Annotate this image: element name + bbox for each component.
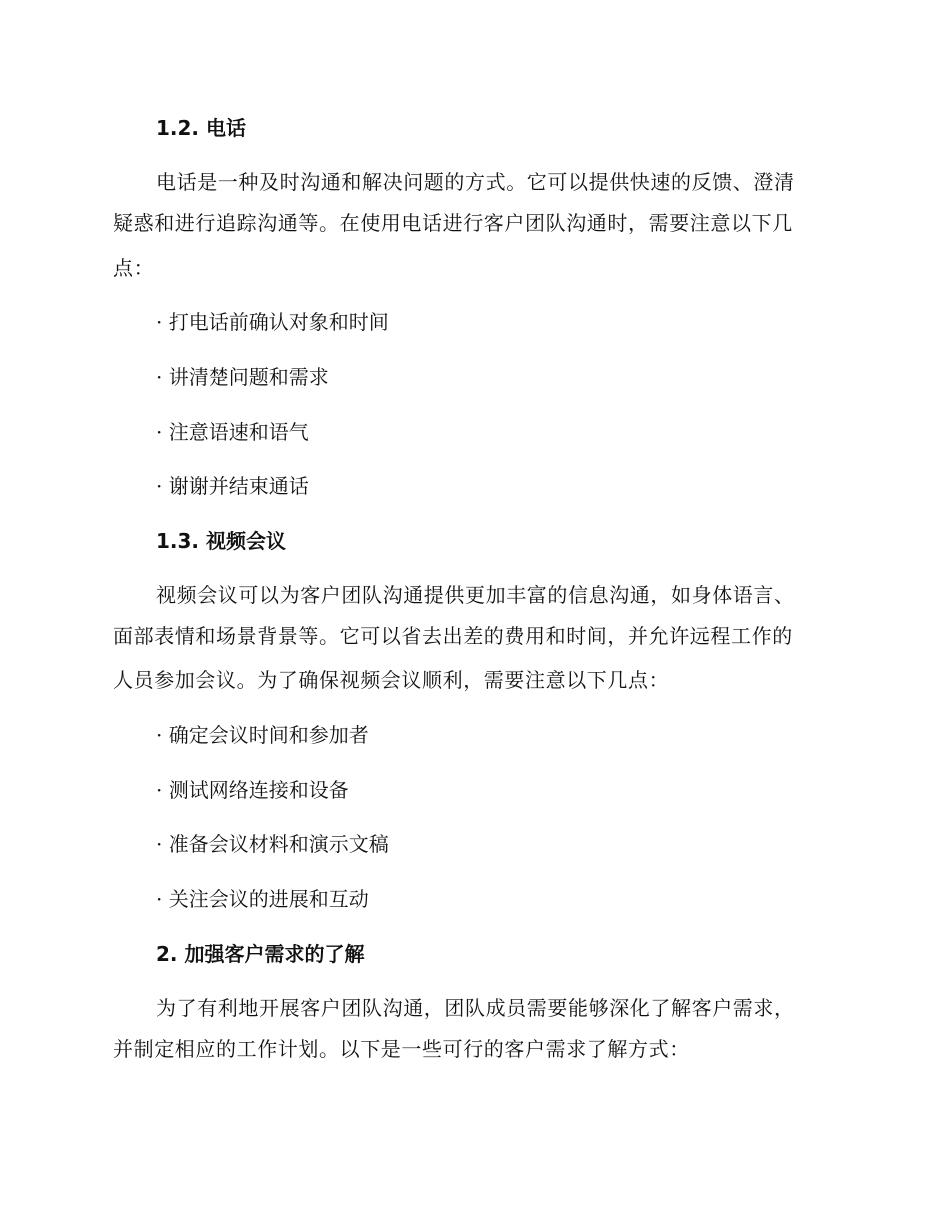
paragraph-line: 电话是一种及时沟通和解决问题的方式。它可以提供快速的反馈、澄清 [156,170,795,194]
list-item: · 注意语速和语气 [156,420,309,444]
paragraph-line: 人员参加会议。为了确保视频会议顺利，需要注意以下几点： [113,668,670,692]
list-item: · 关注会议的进展和互动 [156,887,369,911]
paragraph-line: 疑惑和进行追踪沟通等。在使用电话进行客户团队沟通时，需要注意以下几 [113,211,793,235]
paragraph-line: 为了有利地开展客户团队沟通，团队成员需要能够深化了解客户需求， [156,996,795,1020]
list-item: · 打电话前确认对象和时间 [156,310,389,334]
section-heading: 1.2. 电话 [156,116,246,140]
paragraph-line: 视频会议可以为客户团队沟通提供更加丰富的信息沟通，如身体语言、 [156,583,795,607]
paragraph-line: 点： [113,256,155,280]
list-item: · 谢谢并结束通话 [156,474,309,498]
paragraph-line: 并制定相应的工作计划。以下是一些可行的客户需求了解方式： [113,1037,690,1061]
list-item: · 准备会议材料和演示文稿 [156,832,389,856]
list-item: · 确定会议时间和参加者 [156,723,369,747]
section-heading: 1.3. 视频会议 [156,529,286,553]
list-item: · 测试网络连接和设备 [156,778,349,802]
list-item: · 讲清楚问题和需求 [156,365,329,389]
paragraph-line: 面部表情和场景背景等。它可以省去出差的费用和时间，并允许远程工作的 [113,624,793,648]
section-heading: 2. 加强客户需求的了解 [156,942,365,966]
